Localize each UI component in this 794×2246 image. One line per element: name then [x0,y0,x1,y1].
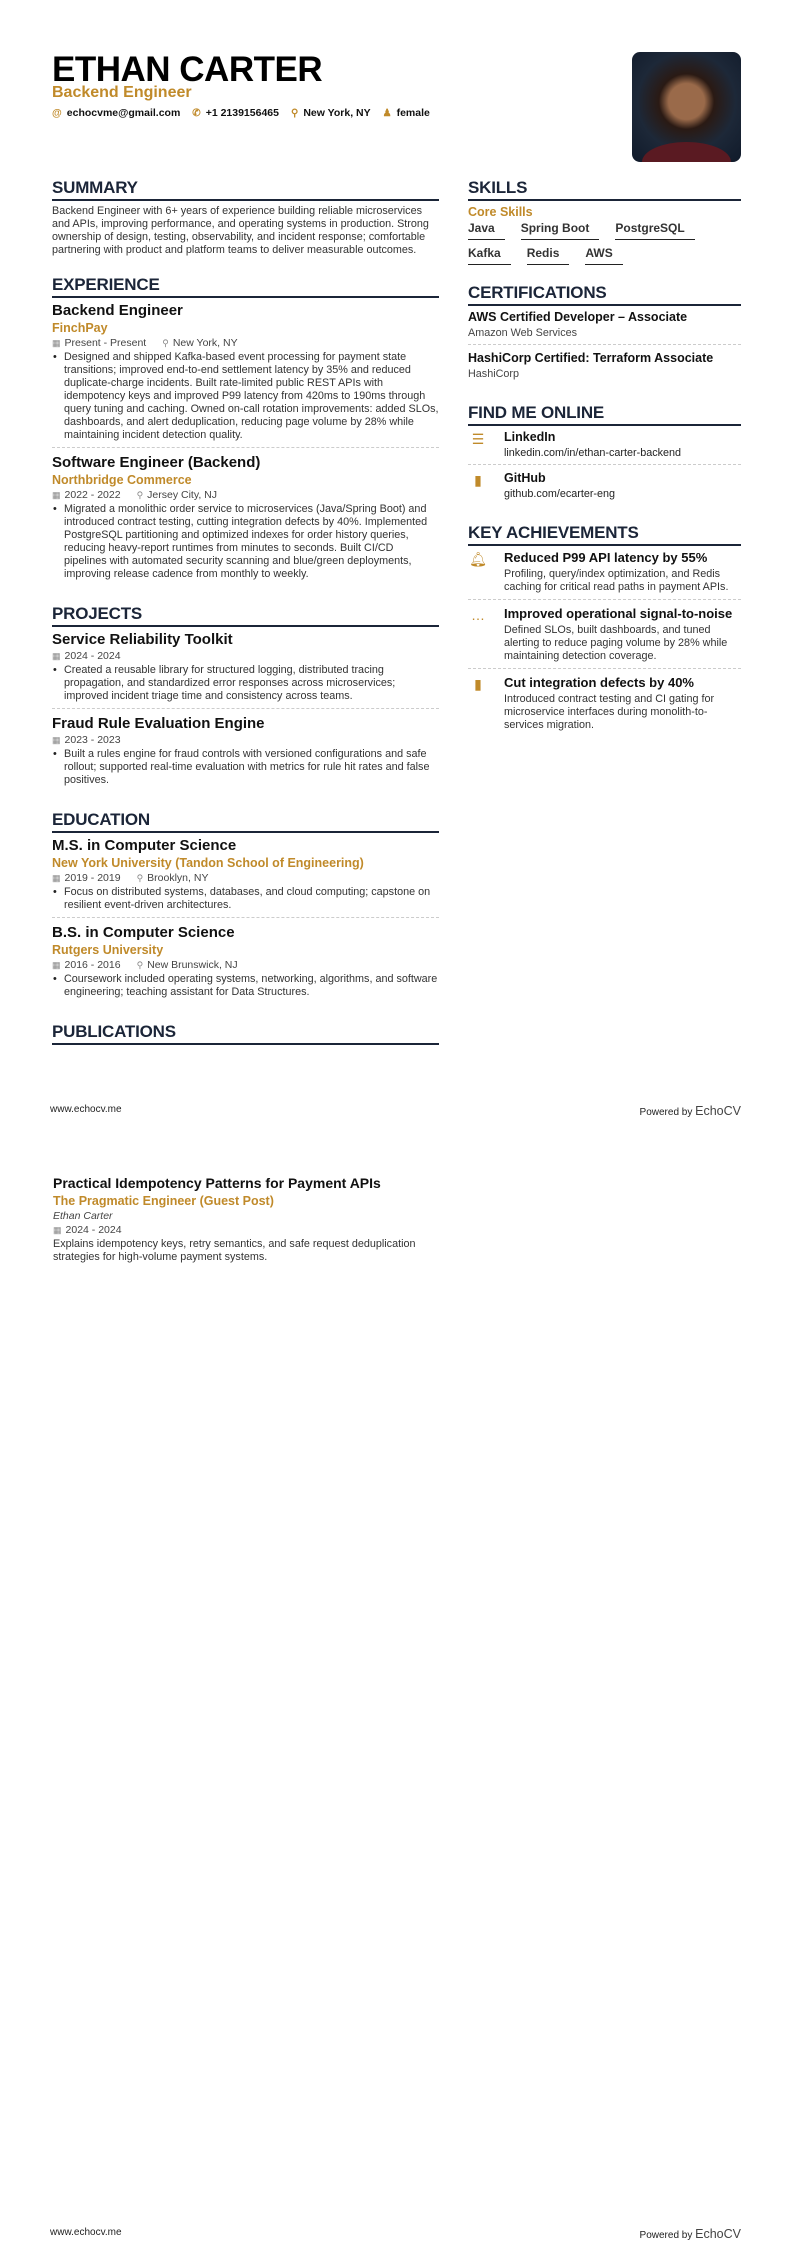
skill-tag: Spring Boot [521,221,600,240]
calendar-icon: ▦ [52,873,61,883]
achievement-item [468,606,741,669]
left-column [52,178,439,1063]
achievement-text: Defined SLOs, built dashboards, and tuned alerting to reduce paging volume by 28% while maintaining detection coverage. [504,624,728,662]
link-url[interactable]: github.com/ecarter-eng [504,488,616,500]
certification-item [468,310,741,345]
dates: Present - Present [64,337,147,349]
bullet: • Migrated a monolithic order service to microservices (Java/Spring Boot) and introduced contract testing, cutting integration defects by 40%. Implemented PostgreSQL partitioning and optimized indexes for order history queries, reducing heavy-report runtimes from minutes to seconds. Built CI/CD pipelines with automated security scanning and blue/green deployments, improving release cadence from monthly to weekly. [52,503,439,581]
education-section [52,810,439,1004]
project-title: Fraud Rule Evaluation Engine [52,715,265,732]
achievement-item [468,675,741,737]
page-2 [0,1123,794,2246]
publication-item [53,1175,440,1264]
dates: 2023 - 2023 [64,734,121,746]
job-title: Backend Engineer [52,302,183,319]
footer-site-link[interactable]: www.echocv.me [50,1104,122,1115]
project-title: Service Reliability Toolkit [52,631,233,648]
cert-issuer: Amazon Web Services [468,327,578,339]
cert-issuer: HashiCorp [468,368,520,380]
skill-tag: Redis [527,246,570,265]
certifications-section [468,283,741,385]
footer-site-link[interactable]: www.echocv.me [50,2227,122,2238]
job-title: Software Engineer (Backend) [52,454,261,471]
publication-title: Practical Idempotency Patterns for Payment APIs [53,1175,381,1191]
footer-powered: Powered by EchoCV [639,2227,741,2241]
location: New Brunswick, NJ [147,959,238,971]
skill-tag: Kafka [468,246,511,265]
skills-section [468,178,741,265]
section-heading: PROJECTS [52,604,439,627]
section-heading: EDUCATION [52,810,439,833]
section-heading: SUMMARY [52,178,439,201]
education-item [52,924,439,1004]
project-item [52,631,439,709]
author: Ethan Carter [53,1210,113,1222]
degree: B.S. in Computer Science [52,924,235,941]
contact-phone[interactable]: ✆ +1 2139156465 [192,107,279,119]
education-item [52,837,439,918]
section-heading: EXPERIENCE [52,275,439,298]
skill-tag: PostgreSQL [615,221,694,240]
calendar-icon: ▦ [53,1225,62,1235]
candidate-name: ETHAN CARTER [52,50,323,89]
achievements-section [468,523,741,737]
experience-section [52,275,439,586]
location: Brooklyn, NY [147,872,209,884]
project-item [52,715,439,792]
school: New York University (Tandon School of Engineering) [52,856,364,870]
bullet: • Coursework included operating systems, networking, algorithms, and software engineering; teaching assistant for Data Structures. [52,973,439,999]
achievement-text: Introduced contract testing and CI gating for microservice interfaces during monolith-to-services migration. [504,693,715,731]
bell-icon: 🔔︎ [469,551,487,567]
contact-email[interactable]: @ echocvme@gmail.com [52,107,181,119]
certification-item [468,351,741,385]
dates: 2016 - 2016 [64,959,121,971]
section-heading: SKILLS [468,178,741,201]
summary-section [52,178,439,257]
projects-section [52,604,439,792]
bullet: • Created a reusable library for structured logging, distributed tracing propagation, and standardized error responses across microservices; improved incident triage time and consistency across teams. [52,664,439,703]
publisher: The Pragmatic Engineer (Guest Post) [53,1194,274,1208]
sliders-icon: ☰ [471,431,485,447]
calendar-icon: ▦ [52,338,61,348]
section-heading: CERTIFICATIONS [468,283,741,306]
section-heading: FIND ME ONLINE [468,403,741,426]
link-name: GitHub [504,471,546,485]
page-footer [50,2227,741,2241]
candidate-title: Backend Engineer [52,84,192,101]
link-url[interactable]: linkedin.com/in/ethan-carter-backend [504,447,682,459]
footer-powered: Powered by EchoCV [639,1104,741,1118]
summary-text: Backend Engineer with 6+ years of experience building reliable microservices and APIs, improving performance, and operating systems in production. Strong ownership of design, testing, observability, and incident response; comfortable partnering with product and platform teams to deliver measurable outcomes. [52,205,429,256]
location-icon: ⚲ [136,873,144,883]
location-icon: ⚲ [290,108,299,119]
ellipsis-icon: … [471,607,485,623]
skill-tag: Java [468,221,505,240]
achievement-title: Cut integration defects by 40% [504,675,694,690]
dates: 2019 - 2019 [64,872,121,884]
location-icon: ⚲ [136,490,144,500]
skill-tag: AWS [585,246,622,265]
section-heading: PUBLICATIONS [52,1022,439,1045]
experience-item [52,454,439,586]
location: New York, NY [172,337,238,349]
calendar-icon: ▦ [52,960,61,970]
calendar-icon: ▦ [52,490,61,500]
publication-description: Explains idempotency keys, retry semantics, and safe request deduplication strategies for high-volume payment systems. [53,1238,416,1263]
dates: 2022 - 2022 [64,489,121,501]
brand: EchoCV [695,1104,741,1118]
company: FinchPay [52,321,108,335]
at-icon: @ [52,108,62,119]
online-link-linkedin[interactable] [468,430,741,465]
bullet: • Focus on distributed systems, databases, and cloud computing; capstone on resilient event-driven architectures. [52,886,439,912]
cert-name: AWS Certified Developer – Associate [468,310,688,324]
brand: EchoCV [695,2227,741,2241]
profile-photo [632,52,741,162]
achievement-title: Improved operational signal-to-noise [504,606,733,621]
bullet: • Built a rules engine for fraud controls with versioned configurations and safe rollout; supported real-time evaluation with metrics for rule hit rates and false positives. [52,748,439,787]
file-icon: ▮ [474,472,482,488]
right-column [468,178,741,755]
online-section [468,403,741,505]
location-icon: ⚲ [162,338,169,348]
contact-gender: ♟ female [382,107,430,119]
location: Jersey City, NJ [147,489,217,501]
skill-group-label: Core Skills [468,205,533,219]
cert-name: HashiCorp Certified: Terraform Associate [468,351,714,365]
calendar-icon: ▦ [52,735,61,745]
phone-icon: ✆ [192,108,201,119]
contact-row [52,107,430,119]
online-link-github[interactable] [468,471,741,505]
dates: 2024 - 2024 [65,1224,122,1236]
bullet: • Designed and shipped Kafka-based event processing for payment state transitions; improved end-to-end settlement latency by 35% and reduced duplicate-charge incidents. Built rate-limited public REST APIs with idempotency keys and improved P99 latency from 420ms to 190ms through query tuning and caching. Owned on-call rotation improvements: added SLOs, dashboards, and alert deduplication, reducing page volume by 28% while maintaining incident detection quality. [52,351,439,442]
publications-section [52,1022,439,1045]
file-chart-icon: ▮ [474,676,482,692]
section-heading: KEY ACHIEVEMENTS [468,523,741,546]
company: Northbridge Commerce [52,473,192,487]
person-icon: ♟ [382,108,392,119]
achievement-title: Reduced P99 API latency by 55% [504,550,708,565]
achievement-item [468,550,741,600]
calendar-icon: ▦ [52,651,61,661]
dates: 2024 - 2024 [64,650,121,662]
school: Rutgers University [52,943,164,957]
contact-location: ⚲ New York, NY [290,107,371,119]
location-icon: ⚲ [136,960,144,970]
link-name: LinkedIn [504,430,556,444]
page-footer [50,1104,741,1118]
skill-list [468,221,741,265]
degree: M.S. in Computer Science [52,837,237,854]
achievement-text: Profiling, query/index optimization, and Redis caching for critical read paths in payment APIs. [504,568,729,593]
experience-item [52,302,439,448]
